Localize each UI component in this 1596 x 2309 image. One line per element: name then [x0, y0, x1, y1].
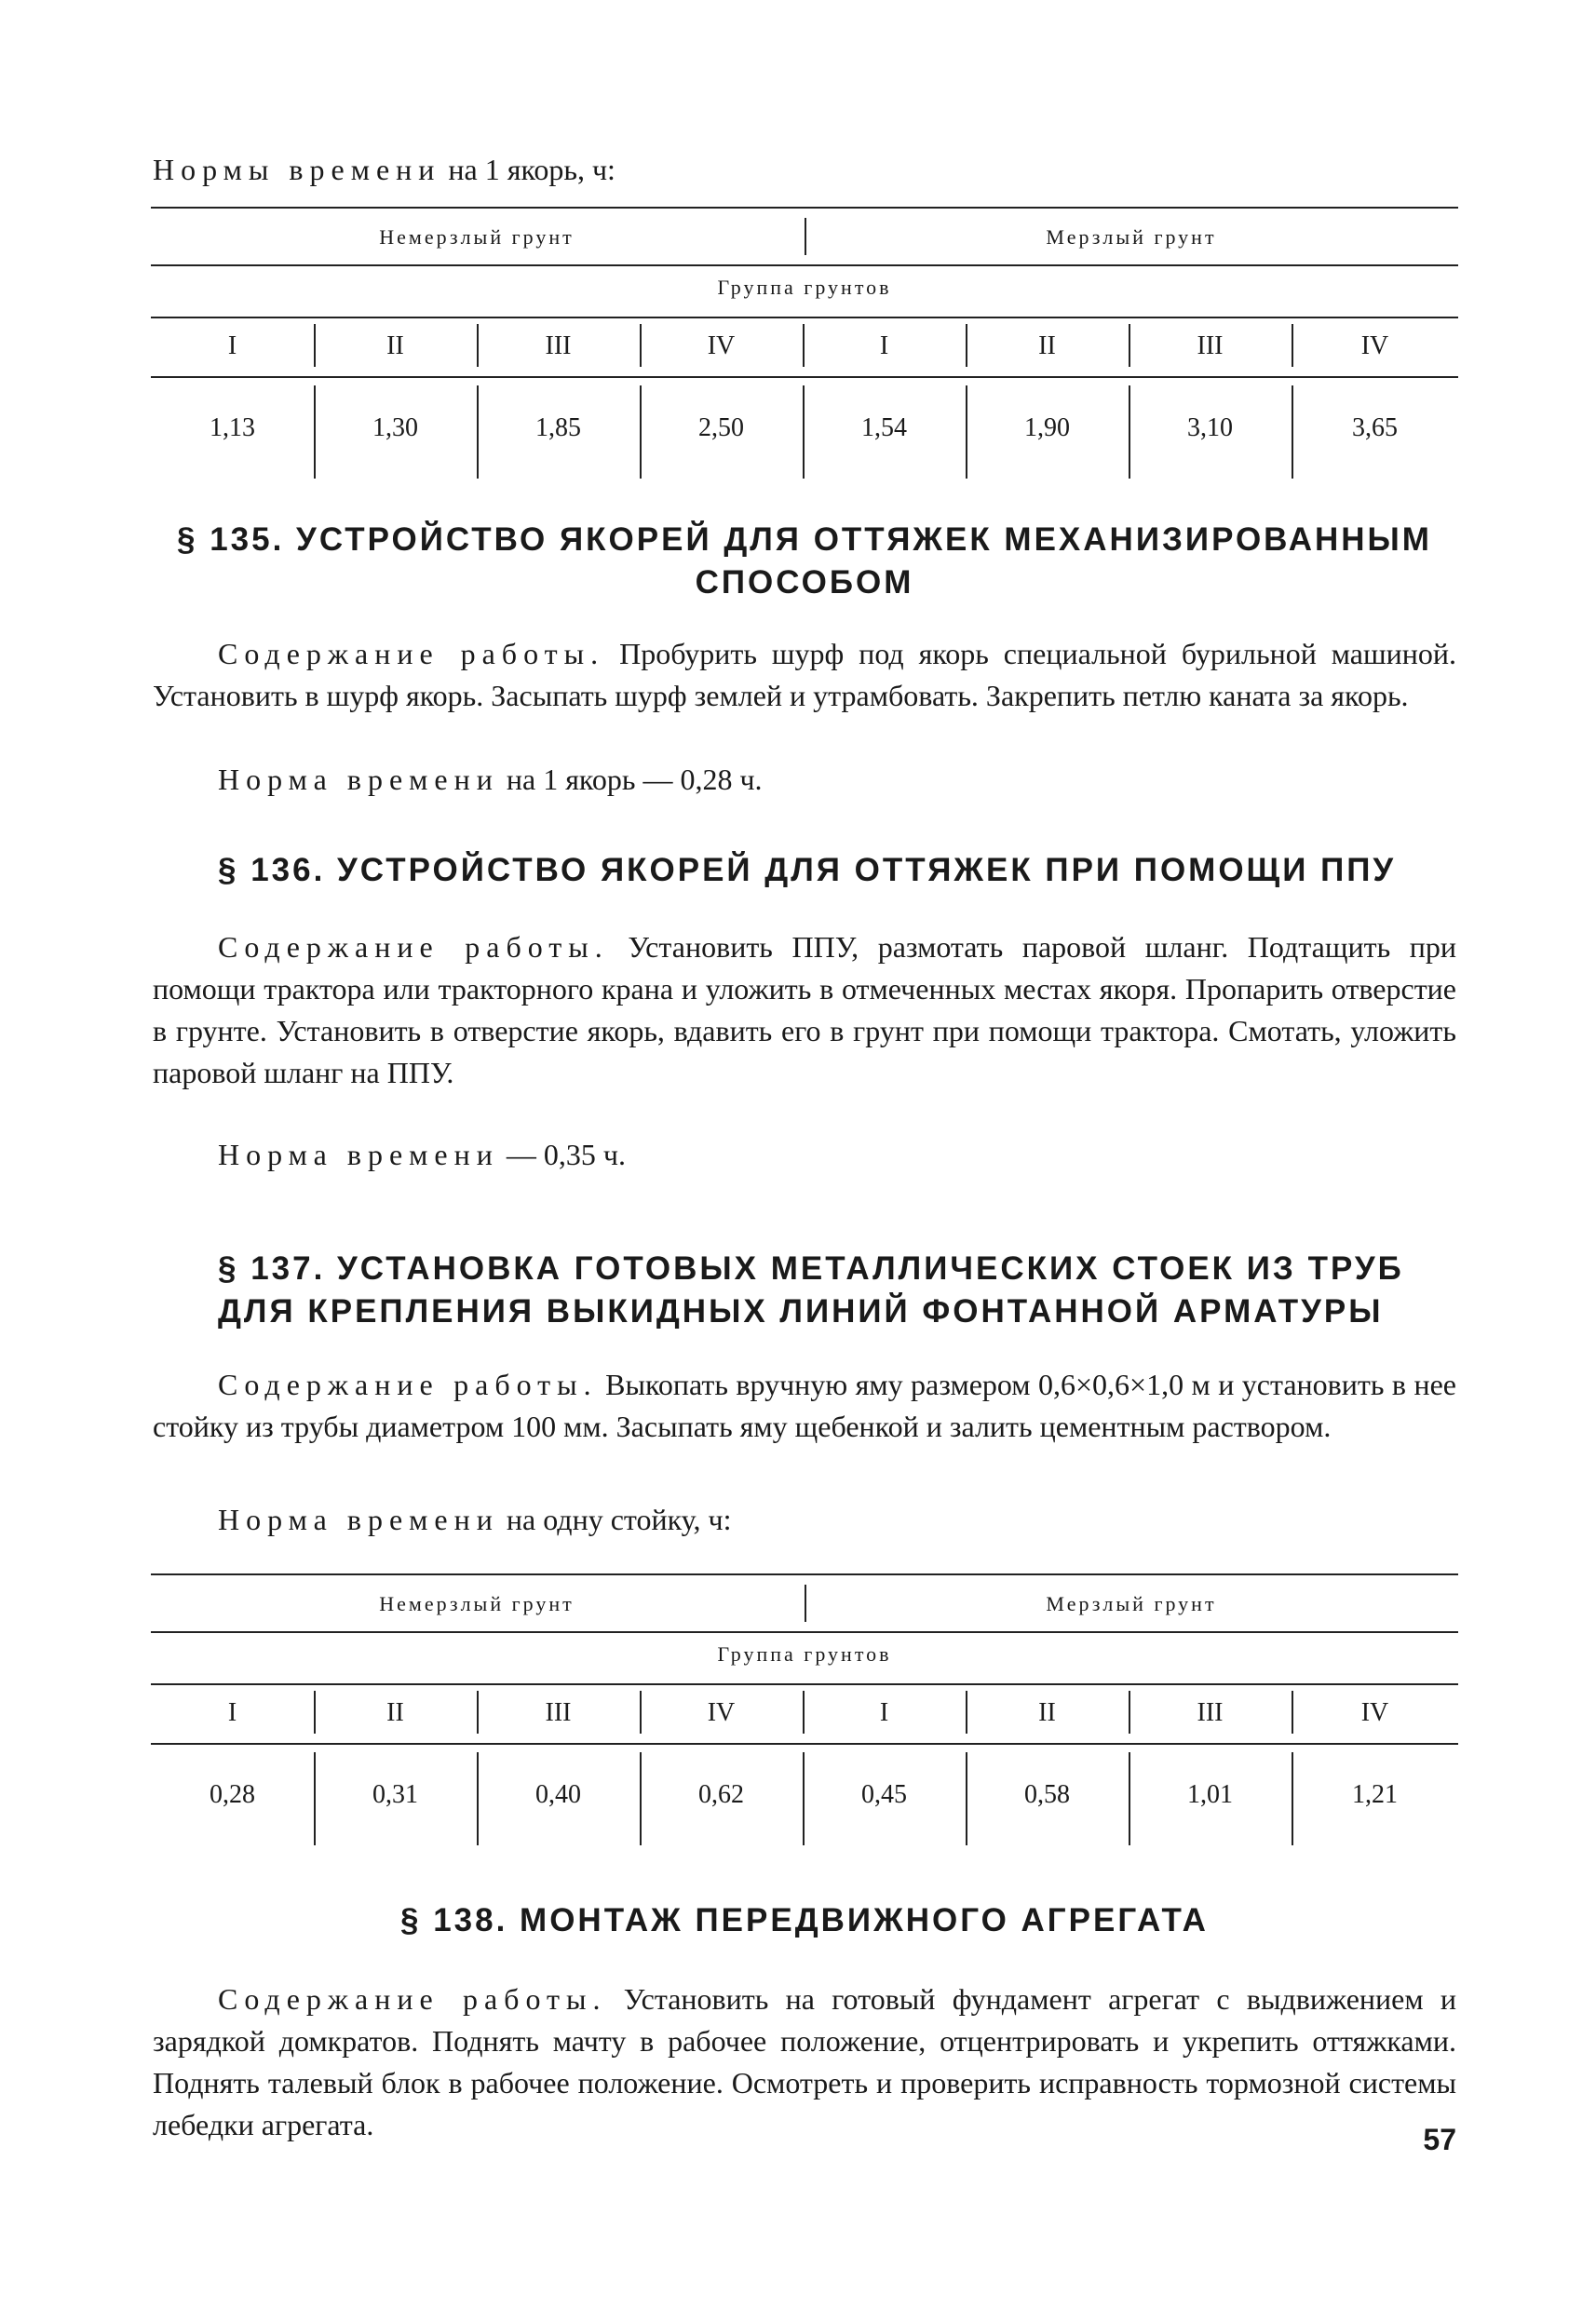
table-header-unfrozen: Немерзлый грунт [379, 1592, 575, 1615]
norm-text: на 1 якорь, ч: [440, 153, 615, 186]
section-137-content [153, 1364, 1456, 1448]
group-cell: I [227, 331, 237, 360]
norm-label: Норма времени [218, 763, 499, 796]
norm-label: Нормы времени [153, 153, 441, 186]
section-137-title-line1: § 137. УСТАНОВКА ГОТОВЫХ МЕТАЛЛИЧЕСКИХ СТОЕК ИЗ ТРУБ [218, 1250, 1404, 1287]
section-136-heading: § 136. УСТРОЙСТВО ЯКОРЕЙ ДЛЯ ОТТЯЖЕК ПРИ ПОМОЩИ ППУ [218, 852, 1397, 888]
value-cell: 3,65 [1352, 413, 1398, 442]
group-cell: IV [1360, 331, 1389, 360]
section-138-content [153, 1978, 1456, 2146]
table-header-frozen: Мерзлый грунт [1046, 225, 1217, 249]
intro-norm-line [153, 149, 1456, 191]
table-header-group: Группа грунтов [717, 276, 892, 299]
norm-text: — 0,35 ч. [498, 1138, 626, 1171]
section-138-heading: § 138. МОНТАЖ ПЕРЕДВИЖНОГО АГРЕГАТА [400, 1902, 1209, 1938]
value-cell: 1,21 [1352, 1780, 1398, 1809]
group-cell: III [1197, 331, 1224, 360]
group-cell: I [879, 331, 889, 360]
value-cell: 0,58 [1024, 1780, 1070, 1809]
content-text: Пробурить шурф под якорь специальной бурильной машиной. Установить в шурф якорь. Засыпать шурф землей и утрамбовать. Закрепить петлю каната за якорь. [153, 637, 1457, 712]
value-cell: 1,85 [535, 413, 581, 442]
group-cell: IV [707, 331, 736, 360]
section-136-norm [153, 1134, 1456, 1176]
group-cell: IV [707, 1698, 736, 1727]
stand-time-norms-table [151, 1573, 1458, 1853]
norm-text: на 1 якорь — 0,28 ч. [498, 763, 763, 796]
section-137-norm [153, 1499, 1456, 1541]
value-cell: 1,90 [1024, 413, 1070, 442]
group-cell: II [1038, 331, 1056, 360]
value-cell: 0,45 [861, 1780, 907, 1809]
content-label: Содержание работы. [218, 1368, 598, 1401]
group-cell: II [1038, 1698, 1056, 1727]
norm-label: Норма времени [218, 1503, 499, 1536]
group-cell: I [879, 1698, 889, 1727]
value-cell: 0,28 [210, 1780, 255, 1809]
content-text: Выкопать вручную яму размером 0,6×0,6×1,0 м и установить в нее стойку из трубы диаметром 100 мм. Засыпать яму щебенкой и залить цементным раствором. [153, 1368, 1457, 1443]
section-137-heading [153, 1248, 1456, 1333]
group-cell: II [386, 331, 404, 360]
norm-text: на одну стойку, ч: [498, 1503, 732, 1536]
value-cell: 0,62 [698, 1780, 744, 1809]
group-cell: I [227, 1698, 237, 1727]
content-text: Установить ППУ, размотать паровой шланг. Подтащить при помощи трактора или тракторного крана и уложить в отмеченных местах якоря. Пропарить отверстие в грунте. Установить в отверстие якорь, вдавить его в грунт при помощи трактора. Смотать, уложить паровой шланг на ППУ. [153, 930, 1457, 1089]
section-135-title-line2: СПОСОБОМ [695, 564, 914, 601]
table-header-unfrozen: Немерзлый грунт [379, 225, 575, 249]
content-label: Содержание работы. [218, 930, 609, 964]
group-cell: III [1197, 1698, 1224, 1727]
group-cell: III [545, 331, 572, 360]
section-137-title-line2: ДЛЯ КРЕПЛЕНИЯ ВЫКИДНЫХ ЛИНИЙ ФОНТАННОЙ АРМАТУРЫ [218, 1293, 1384, 1330]
value-cell: 1,13 [210, 413, 255, 442]
section-135-norm [153, 759, 1456, 801]
content-label: Содержание работы. [218, 637, 605, 670]
value-cell: 0,31 [372, 1780, 418, 1809]
table-header-group: Группа грунтов [717, 1642, 892, 1666]
group-cell: II [386, 1698, 404, 1727]
section-135-heading [153, 519, 1456, 604]
section-135-content [153, 633, 1456, 717]
value-cell: 0,40 [535, 1780, 581, 1809]
norm-label: Норма времени [218, 1138, 499, 1171]
content-text: Установить на готовый фундамент агрегат с выдвижением и зарядкой домкратов. Поднять мачту в рабочее положение, отцентрировать и укрепить оттяжками. Поднять талевый блок в рабочее положение. Осмотреть и проверить исправность тормозной системы лебедки агрегата. [153, 1982, 1457, 2141]
section-136-content [153, 926, 1456, 1094]
group-cell: IV [1360, 1698, 1389, 1727]
value-cell: 1,54 [861, 413, 907, 442]
group-cell: III [545, 1698, 572, 1727]
value-cell: 2,50 [698, 413, 744, 442]
page-number: 57 [1423, 2123, 1456, 2156]
section-135-title-line1: § 135. УСТРОЙСТВО ЯКОРЕЙ ДЛЯ ОТТЯЖЕК МЕХАНИЗИРОВАННЫМ [177, 521, 1432, 558]
anchor-time-norms-table [151, 207, 1458, 486]
value-cell: 3,10 [1187, 413, 1233, 442]
content-label: Содержание работы. [218, 1982, 607, 2016]
table-header-frozen: Мерзлый грунт [1046, 1592, 1217, 1615]
value-cell: 1,30 [372, 413, 418, 442]
value-cell: 1,01 [1187, 1780, 1233, 1809]
